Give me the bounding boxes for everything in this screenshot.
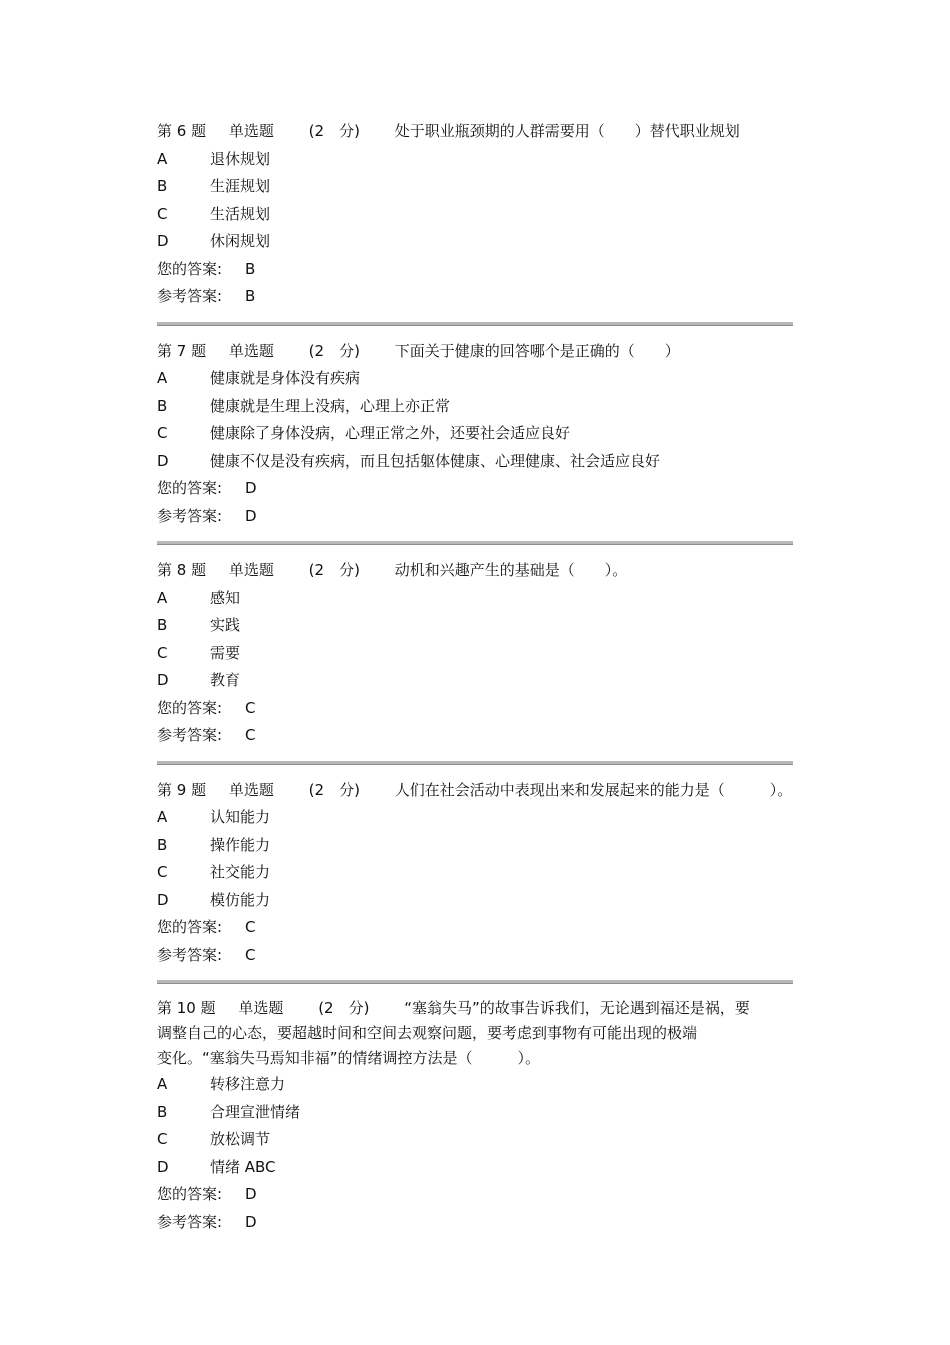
option-text: 生活规划 [210,204,271,223]
reference-answer-label: 参考答案: [157,945,223,964]
option-letter: C [157,424,168,442]
option-c [157,640,797,668]
option-text: 放松调节 [210,1130,271,1148]
question-score: (2 分) [308,341,360,360]
option-text: 健康不仅是没有疾病，而且包括躯体健康、心理健康、社会适应良好 [210,451,661,470]
option-d [157,448,797,476]
option-text: 社交能力 [210,863,271,881]
option-c [157,859,797,887]
option-b [157,1099,797,1127]
option-letter: B [157,835,168,854]
question-type: 单选题 [238,999,284,1017]
question-number: 第 6 题 [157,122,207,140]
question-stem: 人们在社会活动中表现出来和发展起来的能力是（ ）。 [394,780,793,799]
option-c [157,420,797,448]
question-score: (2 分) [308,780,360,799]
your-answer [157,256,797,284]
option-letter: A [157,1075,168,1093]
option-letter: A [157,149,168,168]
question-number: 第 7 题 [157,341,207,360]
option-text: 操作能力 [210,835,271,854]
option-text: 需要 [210,643,241,662]
option-a [157,585,797,613]
option-text: 感知 [210,588,241,607]
question-header [157,118,797,146]
option-text: 模仿能力 [210,890,271,909]
reference-answer-value: B [245,287,256,305]
your-answer-label: 您的答案: [157,918,223,936]
reference-answer-value: C [245,945,256,964]
option-d [157,887,797,915]
question-header [157,777,797,805]
option-letter: A [157,588,168,607]
option-d [157,1154,797,1182]
option-text: 情绪 ABC [210,1157,276,1176]
option-text: 认知能力 [210,808,271,826]
reference-answer [157,1209,797,1237]
option-letter: B [157,616,168,634]
option-text: 健康就是身体没有疾病 [210,369,361,387]
reference-answer [157,722,797,750]
question-6 [157,118,797,311]
option-letter: B [157,177,168,195]
option-letter: C [157,643,168,662]
question-stem-line-3: 变化。“塞翁失马焉知非福”的情绪调控方法是（ ）。 [157,1049,541,1067]
question-stem-line-1: “塞翁失马”的故事告诉我们，无论遇到福还是祸，要 [404,999,750,1017]
your-answer-label: 您的答案: [157,698,223,717]
question-type: 单选题 [228,780,274,799]
option-text: 健康就是生理上没病，心理上亦正常 [210,396,451,415]
divider [157,322,793,326]
question-number: 第 8 题 [157,561,207,579]
your-answer [157,914,797,942]
divider [157,761,793,765]
option-letter: D [157,671,169,689]
option-a [157,804,797,832]
your-answer [157,475,797,503]
your-answer [157,695,797,723]
question-stem: 动机和兴趣产生的基础是（ ）。 [394,561,628,579]
divider [157,980,793,984]
option-text: 健康除了身体没病，心理正常之外，还要社会适应良好 [210,424,571,442]
option-text: 退休规划 [210,149,271,168]
your-answer-value: B [245,259,256,278]
option-letter: B [157,1102,168,1121]
reference-answer-label: 参考答案: [157,1212,223,1231]
option-a [157,365,797,393]
option-letter: D [157,451,169,470]
option-b [157,173,797,201]
exam-page [157,118,797,1236]
reference-answer-label: 参考答案: [157,287,223,305]
option-text: 转移注意力 [210,1075,286,1093]
question-7 [157,338,797,531]
divider [157,541,793,545]
your-answer [157,1181,797,1209]
reference-answer-label: 参考答案: [157,726,223,744]
question-9 [157,777,797,970]
reference-answer-value: D [245,1212,257,1231]
option-b [157,612,797,640]
option-text: 休闲规划 [210,232,271,250]
question-score: (2 分) [308,561,360,579]
question-number: 第 10 题 [157,999,216,1017]
option-c [157,201,797,229]
reference-answer [157,942,797,970]
your-answer-value: C [245,698,256,717]
reference-answer-value: D [245,506,257,525]
question-stem: 处于职业瓶颈期的人群需要用（ ）替代职业规划 [394,122,740,140]
option-d [157,667,797,695]
reference-answer-label: 参考答案: [157,506,223,525]
option-text: 生涯规划 [210,177,271,195]
question-stem: 下面关于健康的回答哪个是正确的（ ） [394,341,680,360]
option-a [157,146,797,174]
question-header [157,557,797,585]
option-b [157,393,797,421]
your-answer-label: 您的答案: [157,1185,223,1203]
question-stem-line-2: 调整自己的心态，要超越时间和空间去观察问题，要考虑到事物有可能出现的极端 [157,1024,698,1042]
your-answer-label: 您的答案: [157,259,223,278]
option-d [157,228,797,256]
question-score: (2 分) [318,999,370,1017]
option-c [157,1126,797,1154]
your-answer-value: D [245,1185,257,1203]
option-text: 实践 [210,616,241,634]
question-header [157,996,757,1071]
reference-answer [157,283,797,311]
option-letter: B [157,396,168,415]
option-letter: C [157,1130,168,1148]
option-letter: C [157,204,168,223]
reference-answer-value: C [245,726,256,744]
option-text: 合理宣泄情绪 [210,1102,301,1121]
option-letter: D [157,890,169,909]
question-score: (2 分) [308,122,360,140]
option-b [157,832,797,860]
question-number: 第 9 题 [157,780,207,799]
your-answer-value: C [245,918,256,936]
question-type: 单选题 [228,122,274,140]
question-10 [157,996,797,1236]
option-text: 教育 [210,671,241,689]
reference-answer [157,503,797,531]
option-letter: C [157,863,168,881]
your-answer-label: 您的答案: [157,479,223,497]
your-answer-value: D [245,479,257,497]
option-letter: D [157,232,169,250]
question-type: 单选题 [228,561,274,579]
question-8 [157,557,797,750]
option-letter: A [157,369,168,387]
option-letter: A [157,808,168,826]
option-letter: D [157,1157,169,1176]
question-type: 单选题 [228,341,274,360]
question-header [157,338,797,366]
option-a [157,1071,797,1099]
